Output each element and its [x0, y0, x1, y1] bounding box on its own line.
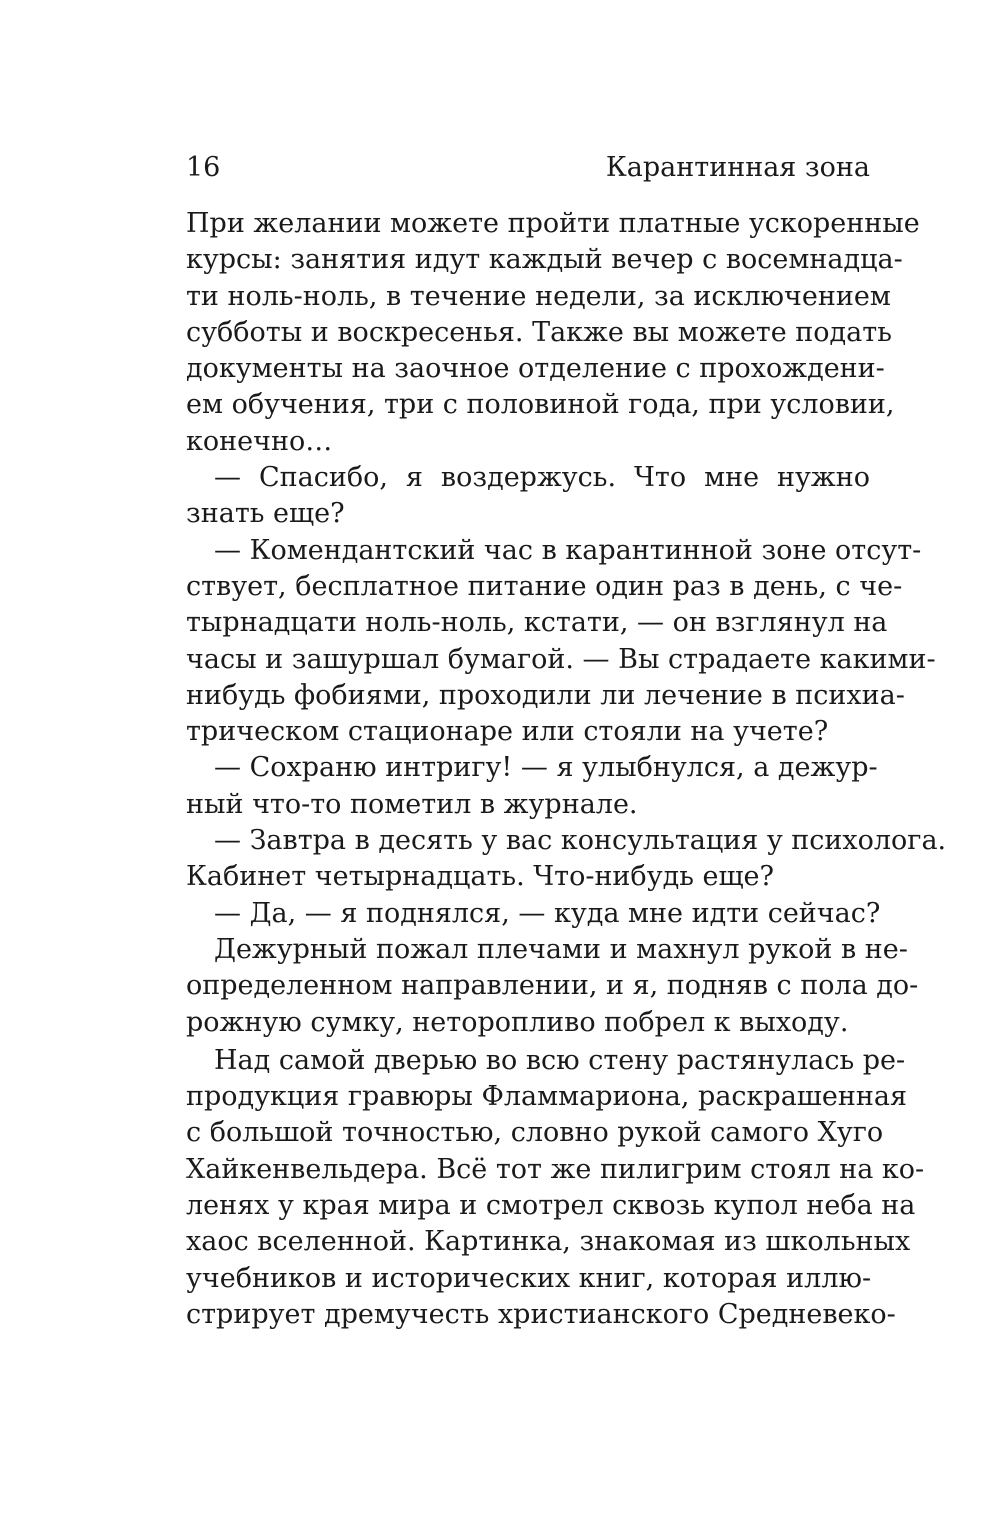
text-line: Над самой дверью во всю стену растянулась ре- [214, 1044, 906, 1076]
text-line: нибудь фобиями, проходили ли лечение в психиа- [186, 679, 905, 711]
text-line: — Завтра в десять у вас консультация у психолога. [214, 825, 947, 857]
text-line: ленях у края мира и смотрел сквозь купол неба на [186, 1190, 916, 1222]
page-number: 16 [186, 152, 221, 183]
body-text [186, 206, 947, 1333]
text-line: курсы: занятия идут каждый вечер с восемнадца- [186, 244, 903, 276]
text-line: — Спасибо, я воздержусь. Что мне нужно [214, 462, 870, 494]
text-line: Хайкенвельдера. Всё тот же пилигрим стоял на ко- [186, 1153, 925, 1185]
text-line: рожную сумку, неторопливо побрел к выходу. [186, 1006, 849, 1038]
text-line: — Комендантский час в карантинной зоне отсут- [214, 534, 922, 566]
text-line: знать еще? [186, 498, 345, 530]
text-line: учебников и исторических книг, которая иллю- [186, 1262, 872, 1294]
text-line: ствует, бесплатное питание один раз в день, с че- [186, 570, 903, 602]
text-line: документы на заочное отделение с прохождени- [186, 353, 885, 385]
text-line: продукция гравюры Фламмариона, раскрашенная [186, 1081, 907, 1113]
page-header [186, 150, 870, 186]
text-line: субботы и воскресенья. Также вы можете подать [186, 316, 892, 348]
text-line: ти ноль-ноль, в течение недели, за исключением [186, 280, 891, 312]
text-line: стрирует дремучесть христианского Средневеко- [186, 1298, 896, 1330]
text-line: — Да, — я поднялся, — куда мне идти сейчас? [214, 897, 881, 929]
text-line: Кабинет четырнадцать. Что-нибудь еще? [186, 861, 775, 893]
text-line: — Сохраню интригу! — я улыбнулся, а дежур- [214, 752, 878, 784]
text-line: ный что-то пометил в журнале. [186, 788, 638, 820]
text-line: тырнадцати ноль-ноль, кстати, — он взглянул на [186, 607, 888, 639]
text-line: часы и зашуршал бумагой. — Вы страдаете какими- [186, 643, 936, 675]
text-line: ем обучения, три с половиной года, при условии, [186, 389, 895, 421]
text-line: Дежурный пожал плечами и махнул рукой в не- [214, 933, 908, 965]
text-line: конечно… [186, 425, 333, 457]
text-line: хаос вселенной. Картинка, знакомая из школьных [186, 1226, 911, 1258]
text-line: трическом стационаре или стояли на учете? [186, 716, 829, 748]
text-line: с большой точностью, словно рукой самого Хуго [186, 1117, 884, 1149]
text-line: При желании можете пройти платные ускоренные [186, 208, 920, 239]
running-title: Карантинная зона [605, 152, 870, 183]
text-line: определенном направлении, и я, подняв с пола до- [186, 970, 919, 1002]
